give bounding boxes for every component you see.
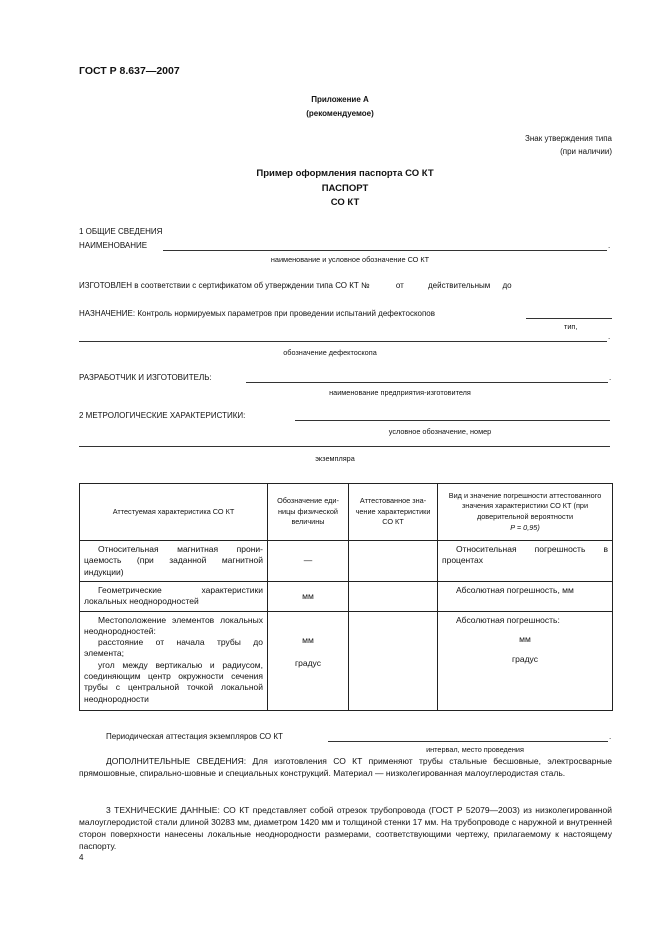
metrology-caption-2: экземпляра [315,454,355,463]
name-dot: . [608,241,611,250]
manufactured-valid: действительным [428,281,491,290]
technical-data [79,805,612,853]
manufactured-from: от [395,281,404,290]
header-value: Аттестованное значение характеристики СО КТ [349,484,438,541]
additional-info [79,756,612,780]
additional-text: Для изготовления СО КТ применяют трубы стальные бесшовные, электросварные прямошовные, спирально-шовные и специальных конструкций. Материал — низколегированная малоуглеродистая сталь. [79,756,612,778]
passport-subtitle: СО КТ [330,197,360,208]
header-unit: Обозначение единицы физической величины [268,484,349,541]
row-value [349,611,438,710]
manufactured-label: ИЗГОТОВЛЕН [79,281,133,290]
table-row [80,582,613,612]
approval-mark-line1: Знак утверждения типа [525,134,612,143]
approval-mark-line2: (при наличии) [560,147,612,156]
periodic-label: Периодическая аттестация экземпляров СО КТ [106,732,283,741]
attestation-table [79,483,613,711]
row-characteristic: Местоположение элементов локальных неоднородностей: расстояние от начала трубы до элемента; угол между вертикалью и радиусом, соединяющим центр окружности сечения трубы с центральной точкой локальной неоднородности [80,611,268,710]
developer-dot: . [609,373,612,382]
passport-title: ПАСПОРТ [321,183,369,194]
metrology-label: 2 МЕТРОЛОГИЧЕСКИЕ ХАРАКТЕРИСТИКИ: [79,411,246,420]
developer-field-line [246,382,608,383]
name-label: НАИМЕНОВАНИЕ [79,241,148,250]
detector-caption: обозначение дефектоскопа [283,348,377,357]
table-row [80,541,613,582]
detector-field-line [79,341,607,342]
row-error: Относительная погрешность в процентах [438,541,613,582]
metrology-field-line-2 [79,446,610,447]
periodic-caption: интервал, место проведения [426,745,524,754]
row-characteristic: Относительная магнитная проницаемость (при заданной магнитной индукции) [80,541,268,582]
purpose-dot: . [608,332,611,341]
developer-label: РАЗРАБОТЧИК И ИЗГОТОВИТЕЛЬ: [79,373,212,382]
appendix-title: Приложение А [311,95,369,104]
metrology-field-line [295,420,610,421]
general-section-heading: 1 ОБЩИЕ СВЕДЕНИЯ [79,227,163,236]
row-value [349,541,438,582]
row-unit: мм [268,582,349,612]
manufactured-text: в соответствии с сертификатом об утверждении типа СО КТ № [134,281,370,290]
table-header-row [80,484,613,541]
name-field-line [163,250,607,251]
additional-label: ДОПОЛНИТЕЛЬНЫЕ СВЕДЕНИЯ: [106,756,247,766]
purpose-field-line [526,318,612,319]
row-unit: мм градус [268,611,349,710]
row-error: Абсолютная погрешность: мм градус [438,611,613,710]
type-caption: тип, [564,322,578,331]
appendix-subtitle: (рекомендуемое) [306,109,374,118]
row-error: Абсолютная погрешность, мм [438,582,613,612]
manufactured-row [79,281,512,290]
header-characteristic: Аттестуемая характеристика СО КТ [80,484,268,541]
technical-label: 3 ТЕХНИЧЕСКИЕ ДАННЫЕ: [106,805,220,815]
purpose-text: Контроль нормируемых параметров при проведении испытаний дефектоскопов [137,309,436,318]
metrology-caption-1: условное обозначение, номер [388,427,492,436]
technical-text: СО КТ представляет собой отрезок трубопровода (ГОСТ Р 52079—2003) из низколегированной малоуглеродистой стали длиной 30283 мм, диаметром 1420 мм и толщиной стенки 17 мм. На трубопроводе с наружной и внутренней сторон поверхности нанесены локальные неоднородности размерами, соответствующими чертежу, прилагаемому к настоящему паспорту. [79,805,612,851]
purpose-row [79,309,435,318]
table-row [80,611,613,710]
periodic-field-line [328,741,608,742]
manufactured-to: до [502,281,512,290]
row-characteristic: Геометрические характеристики локальных неоднородностей [80,582,268,612]
developer-caption: наименование предприятия-изготовителя [329,388,471,397]
header-error: Вид и значение погрешности аттестованного значения характеристики СО КТ (при доверительной вероятности P = 0,95) [438,484,613,541]
row-value [349,582,438,612]
name-caption: наименование и условное обозначение СО КТ [270,255,430,264]
passport-example-title: Пример оформления паспорта СО КТ [256,168,434,179]
periodic-dot: . [609,732,612,741]
document-id: ГОСТ Р 8.637—2007 [79,65,180,77]
page-number: 4 [79,853,84,862]
purpose-label: НАЗНАЧЕНИЕ: [79,309,136,318]
row-unit: — [268,541,349,582]
